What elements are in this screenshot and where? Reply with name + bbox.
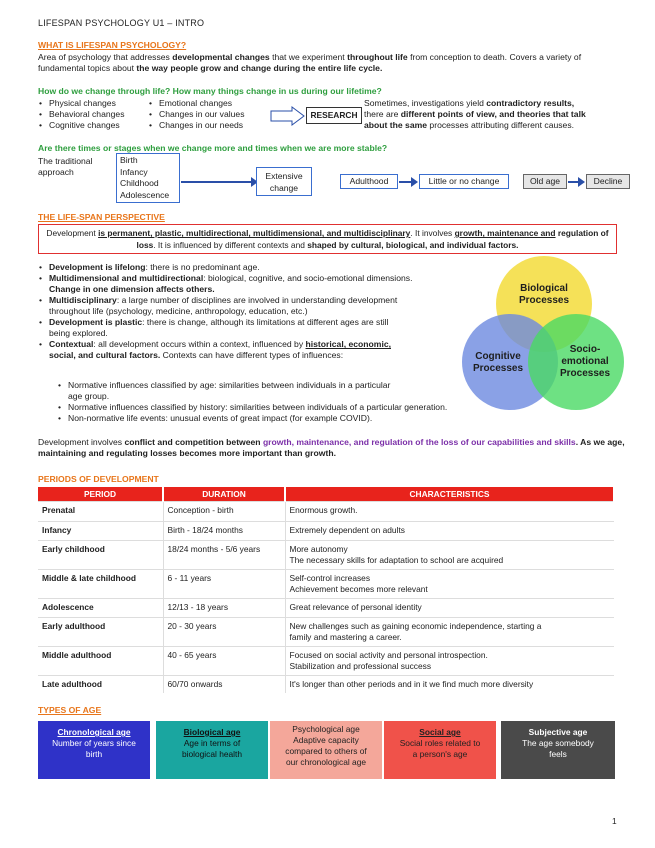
list-item: • Contextual: all development occurs within a context, influenced by historical, economic,: [38, 339, 478, 350]
old-age-box: Old age: [523, 174, 567, 189]
list-item: • Changes in our values: [148, 109, 245, 120]
table-row: Late adulthood 60/70 onwards It's longer than other periods and in it we find much more diversity: [38, 675, 614, 693]
table-row: Infancy Birth - 18/24 months Extremely dependent on adults: [38, 521, 614, 540]
research-text: Sometimes, investigations yield contradictory results, there are different points of view, and theories that talk about the same processes attributing different causes.: [364, 98, 586, 130]
list-item: • Development is plastic: there is change, although its limitations at different ages are still: [38, 317, 478, 328]
how-change-question: How do we change through life? How many things change in us during our lifetime?: [38, 86, 382, 96]
change-list-2: [148, 98, 245, 131]
document-title: LIFESPAN PSYCHOLOGY U1 – INTRO: [38, 18, 205, 28]
research-arrow-icon: [270, 106, 306, 126]
extensive-change-box: Extensive change: [256, 167, 312, 196]
list-item: • Normative influences classified by age: similarities between individuals in a particular: [38, 380, 558, 391]
research-label: RESEARCH: [306, 107, 362, 124]
column-header: CHARACTERISTICS: [285, 487, 614, 501]
what-is-paragraph: Area of psychology that addresses developmental changes that we experiment throughout life from conception to death. Covers a variety of fundamental topics about the way people grow and change during the entire life cycle.: [38, 52, 582, 73]
list-item: • Physical changes: [38, 98, 125, 109]
table-row: Adolescence 12/13 - 18 years Great relevance of personal identity: [38, 598, 614, 617]
development-conclusion: Development involves conflict and competition between growth, maintenance, and regulation of the loss of our capabilities and skills. As we age, maintaining and regulating losses becomes more important than growth.: [38, 437, 625, 458]
decline-box: Decline: [586, 174, 630, 189]
periods-table: [38, 487, 615, 693]
list-item: • Multidimensional and multidirectional: biological, cognitive, and socio-emotional dimensions.: [38, 273, 478, 284]
list-item: • Development is lifelong: there is no predominant age.: [38, 262, 478, 273]
list-item: • Emotional changes: [148, 98, 245, 109]
adulthood-box: Adulthood: [340, 174, 398, 189]
table-row: Early adulthood 20 - 30 years New challenges such as gaining economic independence, starting a family and mastering a career.: [38, 617, 614, 646]
table-row: Middle adulthood 40 - 65 years Focused on social activity and personal introspection. Stabilization and professional success: [38, 646, 614, 675]
table-header-row: [38, 487, 614, 501]
column-header: PERIOD: [38, 487, 163, 501]
column-header: DURATION: [163, 487, 285, 501]
section-heading-perspective: THE LIFE-SPAN PERSPECTIVE: [38, 212, 165, 222]
arrow-icon: [399, 181, 413, 183]
section-heading-periods: PERIODS OF DEVELOPMENT: [38, 474, 159, 484]
age-box-psychological: Psychological age Adaptive capacity compared to others of our chronological age: [270, 721, 382, 779]
list-item: • Changes in our needs: [148, 120, 245, 131]
list-item: • Behavioral changes: [38, 109, 125, 120]
section-heading-types-of-age: TYPES OF AGE: [38, 705, 102, 715]
change-list-1: [38, 98, 125, 131]
perspective-bullets: [38, 262, 478, 361]
age-box-social: Social age Social roles related to a person's age: [384, 721, 496, 779]
venn-label-socio-emotional: Socio- emotional Processes: [559, 344, 611, 379]
list-continuation: throughout life (psychology, medicine, anthropology, education, etc.): [49, 306, 308, 316]
list-continuation: being explored.: [49, 328, 108, 338]
arrow-icon: [181, 181, 253, 183]
arrow-icon: [568, 181, 580, 183]
traditional-approach-label: The traditional approach: [38, 156, 93, 177]
table-row: Middle & late childhood 6 - 11 years Self-control increases Achievement becomes more relevant: [38, 569, 614, 598]
perspective-definition-box: Development is permanent, plastic, multidirectional, multidimensional, and multidisciplinary. It involves growth, maintenance and regulation of loss. It is influenced by different contexts and shaped by cultural, biological, and individual factors.: [38, 224, 617, 254]
age-box-subjective: Subjective age The age somebody feels: [501, 721, 615, 779]
early-stages-box: Birth Infancy Childhood Adolescence: [116, 153, 180, 203]
page-number: 1: [612, 816, 617, 826]
list-continuation: social, and cultural factors. Contexts can have different types of influences:: [49, 350, 344, 360]
list-continuation: age group.: [68, 391, 110, 401]
venn-label-cognitive: Cognitive Processes: [472, 351, 524, 374]
list-continuation: Change in one dimension affects others.: [49, 284, 215, 294]
list-item: • Cognitive changes: [38, 120, 125, 131]
little-change-box: Little or no change: [419, 174, 509, 189]
age-box-biological: Biological age Age in terms of biological health: [156, 721, 268, 779]
table-row: Early childhood 18/24 months - 5/6 years More autonomy The necessary skills for adaptation to school are acquired: [38, 540, 614, 569]
section-heading-what-is: WHAT IS LIFESPAN PSYCHOLOGY?: [38, 40, 187, 50]
table-row: Prenatal Conception - birth Enormous growth.: [38, 501, 614, 521]
list-item: • Normative influences classified by history: similarities between individuals of a particular generation.: [38, 402, 558, 413]
venn-label-biological: Biological Processes: [518, 283, 570, 306]
stages-question: Are there times or stages when we change more and times when we are more stable?: [38, 143, 388, 153]
list-item: • Non-normative life events: unusual events of great impact (for example COVID).: [38, 413, 558, 424]
age-box-chronological: Chronological age Number of years since birth: [38, 721, 150, 779]
list-item: • Multidisciplinary: a large number of disciplines are involved in understanding development: [38, 295, 478, 306]
